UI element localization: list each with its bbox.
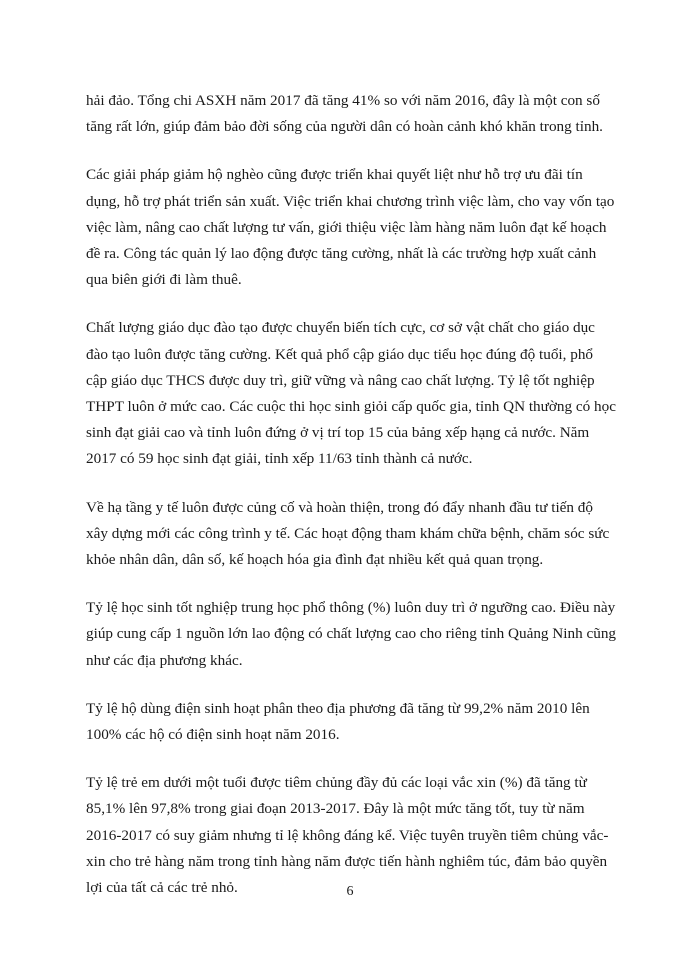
paragraph-vaccination-rate: Tỷ lệ trẻ em dưới một tuổi được tiêm chủng đầy đủ các loại vắc xin (%) đã tăng từ 85,1% lên 97,8% trong giai đoạn 2013-2017. Đây là một mức tăng tốt, tuy từ năm 2016-2017 có suy giảm nhưng tỉ lệ không đáng kể. Việc tuyên truyền tiêm chủng vắc-xin cho trẻ hàng năm trong tỉnh hàng năm được tiến hành nghiêm túc, đảm bảo quyền lợi của tất cả các trẻ nhỏ. [86, 774, 609, 897]
paragraph-graduation-rate: Tỷ lệ học sinh tốt nghiệp trung học phổ thông (%) luôn duy trì ở ngưỡng cao. Điều này giúp cung cấp 1 nguồn lớn lao động có chất lượng cao cho riêng tỉnh Quảng Ninh cũng như các địa phương khác. [86, 599, 617, 669]
paragraph-electricity-access: Tỷ lệ hộ dùng điện sinh hoạt phân theo địa phương đã tăng từ 99,2% năm 2010 lên 100% các hộ có điện sinh hoạt năm 2016. [86, 699, 590, 744]
paragraph-education-quality: Chất lượng giáo dục đào tạo được chuyển biến tích cực, cơ sở vật chất cho giáo dục đào tạo luôn được tăng cường. Kết quả phổ cập giáo dục tiểu học đúng độ tuổi, phổ cập giáo dục THCS được duy trì, giữ vững và nâng cao chất lượng. Tỷ lệ tốt nghiệp THPT luôn ở mức cao. Các cuộc thi học sinh giỏi cấp quốc gia, tỉnh QN thường có học sinh đạt giải cao và tỉnh luôn đứng ở vị trí top 15 của bảng xếp hạng cả nước. Năm 2017 có 59 học sinh đạt giải, tỉnh xếp 11/63 tỉnh thành cả nước. [86, 319, 616, 468]
paragraph-social-security-spending: hải đảo. Tổng chi ASXH năm 2017 đã tăng 41% so với năm 2016, đây là một con số tăng rất lớn, giúp đảm bảo đời sống của người dân có hoàn cảnh khó khăn trong tỉnh. [86, 92, 603, 136]
paragraph-health-infrastructure: Về hạ tầng y tế luôn được củng cố và hoàn thiện, trong đó đẩy nhanh đầu tư tiến độ xây dựng mới các công trình y tế. Các hoạt động tham khám chữa bệnh, chăm sóc sức khỏe nhân dân, dân số, kế hoạch hóa gia đình đạt nhiều kết quả quan trọng. [86, 498, 610, 569]
paragraph-poverty-reduction: Các giải pháp giảm hộ nghèo cũng được triển khai quyết liệt như hỗ trợ ưu đãi tín dụng, hỗ trợ phát triển sản xuất. Việc triển khai chương trình việc làm, cho vay vốn tạo việc làm, nâng cao chất lượng tư vấn, giới thiệu việc làm hàng năm luôn đạt kế hoạch đề ra. Công tác quản lý lao động được tăng cường, nhất là các trường hợp xuất cảnh qua biên giới đi làm thuê. [86, 166, 615, 289]
page-number: 6 [346, 884, 354, 899]
